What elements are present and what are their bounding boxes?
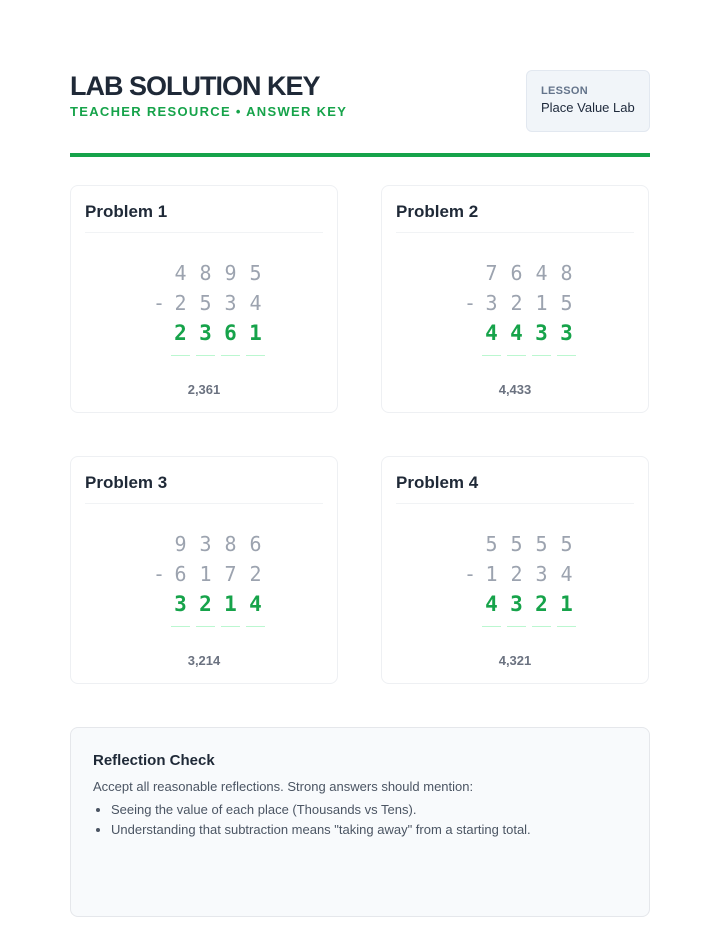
problem-card-4 bbox=[381, 456, 649, 684]
minus-sign: - bbox=[152, 562, 166, 586]
digit: 9 bbox=[174, 532, 187, 556]
answer-cell bbox=[479, 318, 504, 348]
answer-digit: 4 bbox=[510, 321, 523, 345]
subtrahend-row bbox=[168, 288, 268, 318]
digit: 2 bbox=[249, 562, 262, 586]
problem-card-3 bbox=[70, 456, 338, 684]
reflection-intro: Accept all reasonable reflections. Strong answers should mention: bbox=[93, 779, 474, 794]
digit: 2 bbox=[174, 291, 187, 315]
problem-card-2 bbox=[381, 185, 649, 413]
answer-underline bbox=[196, 626, 215, 627]
digit: 7 bbox=[224, 562, 237, 586]
problem-result: 4,321 bbox=[498, 653, 532, 668]
digit: 5 bbox=[249, 261, 262, 285]
lesson-value: Place Value Lab bbox=[541, 100, 635, 115]
answer-cell bbox=[218, 318, 243, 348]
minuend-row bbox=[479, 258, 579, 288]
subtrahend-row bbox=[479, 559, 579, 589]
answer-underline bbox=[246, 355, 265, 356]
digit: 2 bbox=[510, 562, 523, 586]
problem-result: 2,361 bbox=[187, 382, 221, 397]
answer-underline bbox=[482, 626, 501, 627]
digit: 1 bbox=[199, 562, 212, 586]
header bbox=[70, 70, 650, 140]
digit: 2 bbox=[510, 291, 523, 315]
answer-cell bbox=[504, 589, 529, 619]
digit: 3 bbox=[224, 291, 237, 315]
digit: 5 bbox=[535, 532, 548, 556]
digit: 8 bbox=[224, 532, 237, 556]
digit: 7 bbox=[485, 261, 498, 285]
reflection-list bbox=[93, 802, 627, 837]
minuend-row bbox=[168, 529, 268, 559]
reflection-check bbox=[70, 727, 650, 917]
card-divider bbox=[85, 503, 323, 504]
answer-underline bbox=[171, 355, 190, 356]
answer-cell bbox=[529, 589, 554, 619]
answer-digit: 1 bbox=[249, 321, 262, 345]
answer-row bbox=[479, 318, 579, 348]
digit: 5 bbox=[510, 532, 523, 556]
answer-cell bbox=[193, 318, 218, 348]
minus-sign: - bbox=[463, 291, 477, 315]
digit: 1 bbox=[535, 291, 548, 315]
answer-cell bbox=[243, 589, 268, 619]
answer-digit: 3 bbox=[174, 592, 187, 616]
answer-underline bbox=[171, 626, 190, 627]
answer-digit: 2 bbox=[535, 592, 548, 616]
answer-underline bbox=[246, 626, 265, 627]
minuend-row bbox=[168, 258, 268, 288]
card-divider bbox=[396, 503, 634, 504]
page-subtitle: TEACHER RESOURCE • ANSWER KEY bbox=[70, 104, 348, 119]
digit: 4 bbox=[535, 261, 548, 285]
digit: 3 bbox=[535, 562, 548, 586]
digit: 5 bbox=[560, 532, 573, 556]
answer-underline bbox=[221, 355, 240, 356]
answer-underline bbox=[507, 355, 526, 356]
answer-underline bbox=[482, 355, 501, 356]
reflection-item: • Seeing the value of each place (Thousands vs Tens). bbox=[111, 802, 627, 817]
digit: 5 bbox=[485, 532, 498, 556]
digit: 3 bbox=[485, 291, 498, 315]
digit: 3 bbox=[199, 532, 212, 556]
answer-cell bbox=[168, 318, 193, 348]
answer-digit: 4 bbox=[485, 321, 498, 345]
lesson-box bbox=[526, 70, 650, 132]
page-title: LAB SOLUTION KEY bbox=[70, 71, 320, 101]
answer-digit: 2 bbox=[174, 321, 187, 345]
digit: 1 bbox=[485, 562, 498, 586]
digit: 6 bbox=[510, 261, 523, 285]
minuend-row bbox=[479, 529, 579, 559]
answer-digit: 1 bbox=[560, 592, 573, 616]
lesson-label: LESSON bbox=[541, 85, 589, 97]
card-divider bbox=[85, 232, 323, 233]
answer-row bbox=[168, 589, 268, 619]
digit: 9 bbox=[224, 261, 237, 285]
digit: 5 bbox=[560, 291, 573, 315]
answer-row bbox=[168, 318, 268, 348]
digit: 4 bbox=[560, 562, 573, 586]
problem-title: Problem 4 bbox=[396, 473, 479, 492]
answer-digit: 4 bbox=[249, 592, 262, 616]
problem-title: Problem 3 bbox=[85, 473, 168, 492]
answer-underline bbox=[507, 626, 526, 627]
card-divider bbox=[396, 232, 634, 233]
answer-cell bbox=[243, 318, 268, 348]
answer-cell bbox=[529, 318, 554, 348]
digit: 4 bbox=[174, 261, 187, 285]
reflection-item: • Understanding that subtraction means "taking away" from a starting total. bbox=[111, 822, 627, 837]
answer-cell bbox=[504, 318, 529, 348]
answer-cell bbox=[479, 589, 504, 619]
answer-digit: 3 bbox=[510, 592, 523, 616]
digit: 5 bbox=[199, 291, 212, 315]
answer-digit: 6 bbox=[224, 321, 237, 345]
answer-underline bbox=[557, 355, 576, 356]
answer-digit: 3 bbox=[535, 321, 548, 345]
answer-digit: 2 bbox=[199, 592, 212, 616]
minus-sign: - bbox=[152, 291, 166, 315]
problem-card-1 bbox=[70, 185, 338, 413]
answer-cell bbox=[554, 589, 579, 619]
problem-title: Problem 1 bbox=[85, 202, 168, 221]
reflection-title: Reflection Check bbox=[93, 752, 215, 769]
answer-underline bbox=[532, 355, 551, 356]
answer-underline bbox=[532, 626, 551, 627]
digit: 8 bbox=[560, 261, 573, 285]
answer-cell bbox=[193, 589, 218, 619]
minus-sign: - bbox=[463, 562, 477, 586]
digit: 8 bbox=[199, 261, 212, 285]
problem-result: 4,433 bbox=[498, 382, 532, 397]
problem-title: Problem 2 bbox=[396, 202, 479, 221]
header-divider bbox=[70, 153, 650, 157]
subtrahend-row bbox=[168, 559, 268, 589]
answer-cell bbox=[554, 318, 579, 348]
answer-underline bbox=[221, 626, 240, 627]
problem-result: 3,214 bbox=[187, 653, 221, 668]
answer-digit: 4 bbox=[485, 592, 498, 616]
answer-underline bbox=[196, 355, 215, 356]
digit: 6 bbox=[174, 562, 187, 586]
answer-digit: 1 bbox=[224, 592, 237, 616]
answer-underline bbox=[557, 626, 576, 627]
answer-cell bbox=[168, 589, 193, 619]
subtrahend-row bbox=[479, 288, 579, 318]
answer-digit: 3 bbox=[199, 321, 212, 345]
digit: 4 bbox=[249, 291, 262, 315]
answer-digit: 3 bbox=[560, 321, 573, 345]
digit: 6 bbox=[249, 532, 262, 556]
answer-cell bbox=[218, 589, 243, 619]
answer-row bbox=[479, 589, 579, 619]
